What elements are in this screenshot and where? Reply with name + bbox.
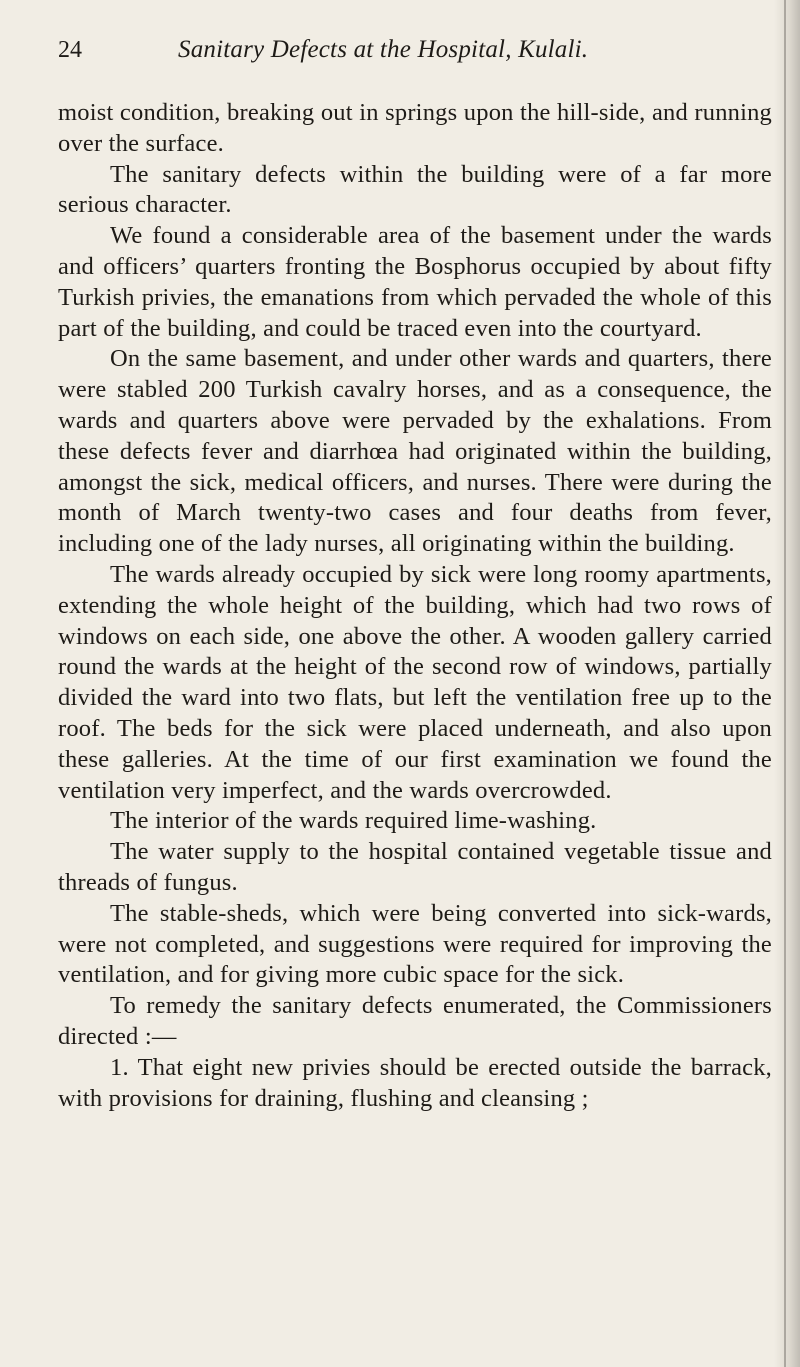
page-header: [58, 36, 772, 76]
running-title: Sanitary Defects at the Hospital, Kulali.: [178, 36, 589, 63]
paragraph-sanitary-defects: The sanitary defects within the building were of a far more serious character.: [58, 160, 772, 219]
list-item-privies: 1. That eight new privies should be erected outside the barrack, with provisions for draining, flushing and cleansing ;: [58, 1053, 772, 1112]
paragraph-water-supply: The water supply to the hospital contained vegetable tissue and threads of fungus.: [58, 838, 772, 896]
paragraph-stable-sheds: The stable-sheds, which were being converted into sick-wards, were not completed, and suggestions were required for improving the ventilation, and for giving more cubic space for the sick.: [58, 899, 772, 989]
page-edge-line: [784, 0, 786, 1367]
paragraph-lime-washing: The interior of the wards required lime-washing.: [110, 807, 597, 835]
paragraph-continuation: moist condition, breaking out in springs upon the hill-side, and running over the surface.: [58, 99, 772, 157]
book-page: [58, 36, 772, 1114]
paragraph-remedy: To remedy the sanitary defects enumerated, the Commissioners directed :—: [58, 992, 772, 1050]
page-edge-shadow: [774, 0, 800, 1367]
paragraph-stables: On the same basement, and under other wards and quarters, there were stabled 200 Turkish cavalry horses, and as a consequence, the wards and quarters above were pervaded by the exhalations. From these defects fever and diarrhœa had originated within the building, amongst the sick, medical officers, and nurses. There were during the month of March twenty-two cases and four deaths from fever, including one of the lady nurses, all originating within the building.: [58, 345, 772, 558]
paragraph-privies: We found a considerable area of the basement under the wards and officers’ quarters fronting the Bosphorus occupied by about fifty Turkish privies, the emanations from which pervaded the whole of this part of the building, and could be traced even into the courtyard.: [58, 222, 772, 342]
page-number: 24: [58, 37, 82, 63]
paragraph-wards: The wards already occupied by sick were long roomy apartments, extending the whole height of the building, which had two rows of windows on each side, one above the other. A wooden gallery carried round the wards at the height of the second row of windows, partially divided the ward into two flats, but left the ventilation free up to the roof. The beds for the sick were placed underneath, and also upon these galleries. At the time of our first examination we found the ventilation very imperfect, and the wards overcrowded.: [58, 560, 772, 804]
